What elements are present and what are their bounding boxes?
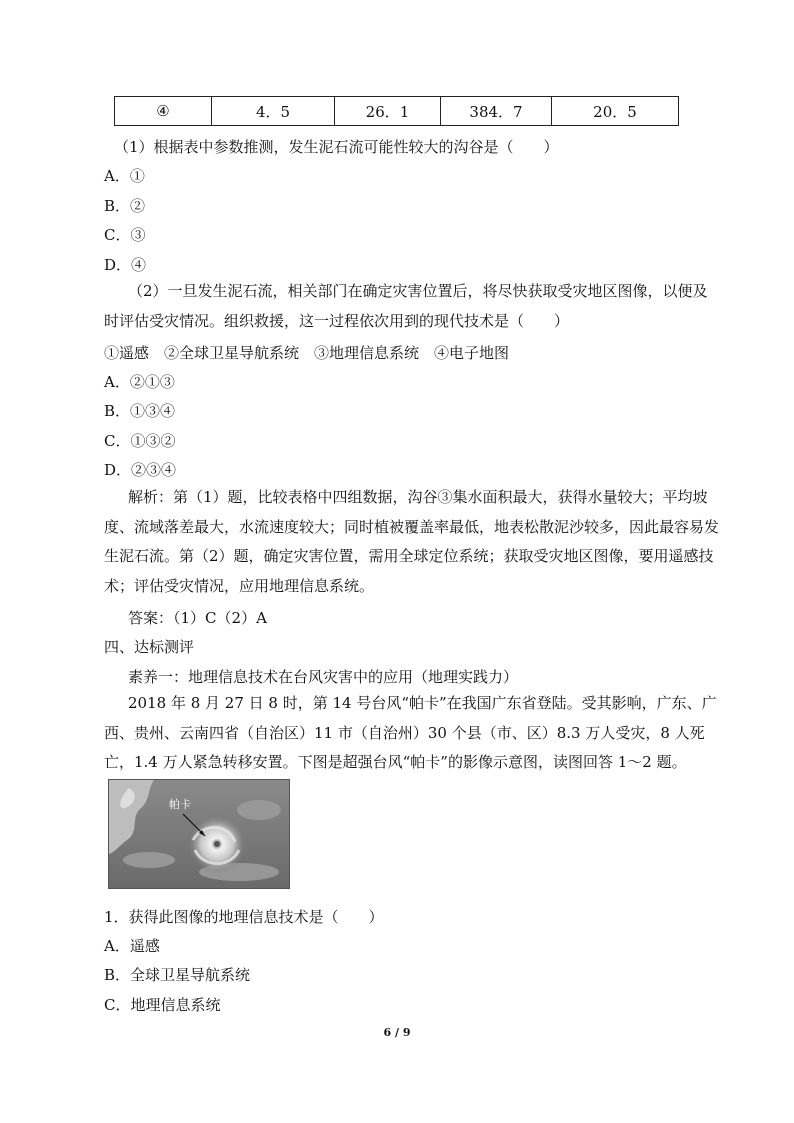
- table-cell: 4．5: [212, 97, 335, 126]
- question-3-option-b: B．全球卫星导航系统: [104, 966, 251, 984]
- question-1-option-a: A．①: [104, 167, 145, 185]
- question-1-option-c: C．③: [104, 226, 146, 244]
- question-1-option-d: D．④: [104, 256, 147, 274]
- typhoon-image-graphic: [109, 780, 289, 888]
- question-2-option-d: D．②③④: [104, 461, 177, 479]
- table-cell: ④: [115, 97, 212, 126]
- question-3-option-c: C．地理信息系统: [104, 996, 221, 1014]
- typhoon-satellite-image: [108, 779, 290, 889]
- question-3-option-a: A．遥感: [104, 937, 160, 955]
- page-number: 6 / 9: [383, 1026, 411, 1039]
- question-1-option-b: B．②: [104, 197, 146, 215]
- answer-line: 答案：（1）C（2）A: [128, 609, 267, 627]
- typhoon-passage: 2018 年 8 月 27 日 8 时，第 14 号台风“帕卡”在我国广东省登陆。受其影响，广东、广西、贵州、云南四省（自治区）11 市（自治州）30 个县（市、区）8.3 万人受灾，8 人死亡，1.4 万人紧急转移安置。下图是超强台风“帕卡”的影像示意图，读图回答 1～2 题。: [104, 694, 717, 771]
- question-2-option-c: C．①③②: [104, 432, 176, 450]
- table-row: [115, 97, 679, 126]
- question-3-stem: 1．获得此图像的地理信息技术是（ ）: [104, 908, 384, 926]
- question-2-option-a: A．②①③: [104, 373, 175, 391]
- table-cell: 20．5: [552, 97, 679, 126]
- question-2-option-b: B．①③④: [104, 402, 176, 420]
- table-cell: 26．1: [335, 97, 441, 126]
- parameter-table: [114, 96, 679, 126]
- literacy-title: 素养一：地理信息技术在台风灾害中的应用（地理实践力）: [128, 668, 519, 686]
- question-1-stem: （1）根据表中参数推测，发生泥石流可能性较大的沟谷是（ ）: [114, 138, 559, 156]
- section-title: 四、达标测评: [104, 638, 195, 656]
- analysis-paragraph: 解析：第（1）题，比较表格中四组数据，沟谷③集水面积最大，获得水量较大；平均坡度、流域落差最大，水流速度较大；同时植被覆盖率最低，地表松散泥沙较多，因此最容易发生泥石流。第（2）题，确定灾害位置，需用全球定位系统；获取受灾地区图像，要用遥感技术；评估受灾情况，应用地理信息系统。: [104, 488, 720, 595]
- question-2-items: ①遥感 ②全球卫星导航系统 ③地理信息系统 ④电子地图: [104, 344, 510, 362]
- typhoon-label: 帕卡: [169, 798, 191, 811]
- table-cell: 384．7: [441, 97, 552, 126]
- question-2-stem: （2）一旦发生泥石流，相关部门在确定灾害位置后，将尽快获取受灾地区图像，以便及时评估受灾情况。组织救援，这一过程依次用到的现代技术是（ ）: [104, 282, 708, 330]
